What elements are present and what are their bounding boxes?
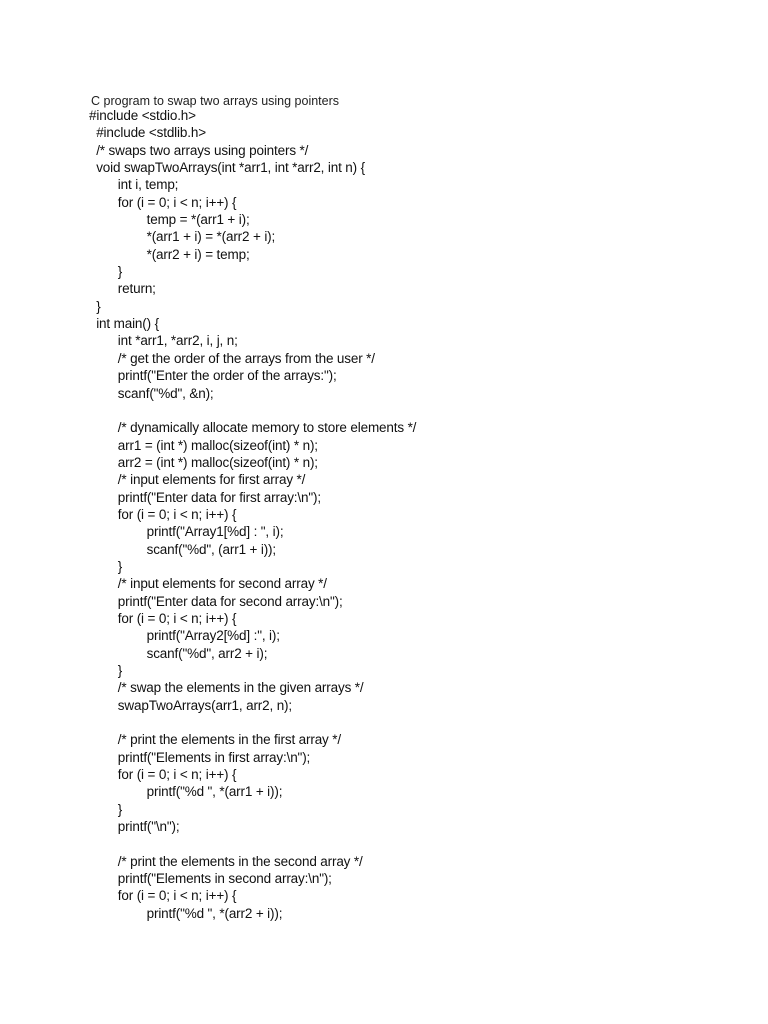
code-line: /* swaps two arrays using pointers */ <box>89 142 309 158</box>
code-line: } <box>89 663 123 678</box>
code-line: } <box>89 298 101 314</box>
code-line: for (i = 0; i < n; i++) { <box>89 767 237 783</box>
code-line: /* input elements for first array */ <box>89 472 306 488</box>
code-line <box>89 835 416 852</box>
code-line: printf("Array1[%d] : ", i); <box>89 524 284 540</box>
code-line: printf("\n"); <box>89 819 180 835</box>
code-line: arr2 = (int *) malloc(sizeof(int) * n); <box>89 454 318 470</box>
code-line: int i, temp; <box>89 177 179 193</box>
code-line: printf("Array2[%d] :", i); <box>89 628 280 644</box>
code-line: } <box>89 801 123 817</box>
code-line <box>89 402 416 419</box>
code-line: } <box>89 558 123 574</box>
code-line: return; <box>89 281 156 297</box>
code-line: for (i = 0; i < n; i++) { <box>89 194 237 210</box>
code-line: printf("%d ", *(arr2 + i)); <box>89 905 283 921</box>
code-line: /* print the elements in the first array */ <box>89 732 341 748</box>
code-line: int main() { <box>89 316 159 332</box>
code-line: /* dynamically allocate memory to store elements */ <box>89 420 417 436</box>
code-line: arr1 = (int *) malloc(sizeof(int) * n); <box>89 437 318 453</box>
code-line: for (i = 0; i < n; i++) { <box>89 506 237 522</box>
code-line: void swapTwoArrays(int *arr1, int *arr2, int n) { <box>89 160 365 176</box>
code-line: printf("Elements in second array:\n"); <box>89 871 332 887</box>
code-line: scanf("%d", &n); <box>89 385 214 401</box>
code-line: /* print the elements in the second array */ <box>89 853 363 869</box>
code-line: printf("%d ", *(arr1 + i)); <box>89 784 283 800</box>
code-line: #include <stdlib.h> <box>89 125 206 141</box>
code-line <box>89 714 416 731</box>
code-line: /* swap the elements in the given arrays */ <box>89 680 364 696</box>
code-line: temp = *(arr1 + i); <box>89 212 250 228</box>
code-line: printf("Enter data for first array:\n"); <box>89 489 321 505</box>
code-line: for (i = 0; i < n; i++) { <box>89 888 237 904</box>
code-line: /* get the order of the arrays from the user */ <box>89 350 375 366</box>
code-line: /* input elements for second array */ <box>89 576 327 592</box>
code-line: *(arr2 + i) = temp; <box>89 246 250 262</box>
code-block <box>89 107 416 922</box>
code-line: printf("Elements in first array:\n"); <box>89 749 311 765</box>
code-line: #include <stdio.h> <box>89 108 196 123</box>
code-line: swapTwoArrays(arr1, arr2, n); <box>89 697 293 713</box>
code-line: } <box>89 264 123 280</box>
code-line: printf("Enter data for second array:\n"); <box>89 593 343 609</box>
code-line: *(arr1 + i) = *(arr2 + i); <box>89 229 276 245</box>
code-line: for (i = 0; i < n; i++) { <box>89 610 237 626</box>
code-line: int *arr1, *arr2, i, j, n; <box>89 333 238 349</box>
document-title: C program to swap two arrays using pointers <box>91 94 340 108</box>
code-line: scanf("%d", (arr1 + i)); <box>89 541 277 557</box>
code-line: printf("Enter the order of the arrays:"); <box>89 368 337 384</box>
code-line: scanf("%d", arr2 + i); <box>89 645 268 661</box>
